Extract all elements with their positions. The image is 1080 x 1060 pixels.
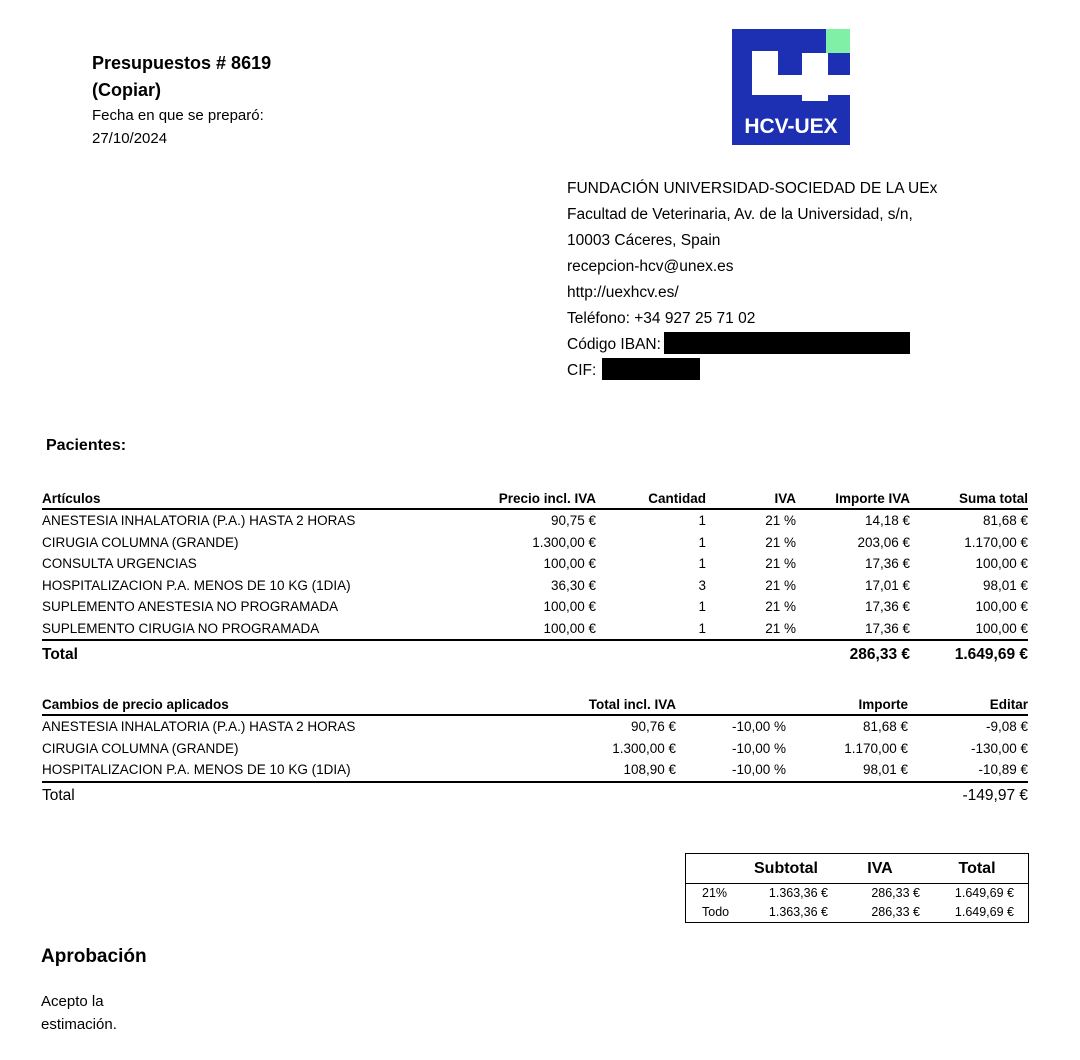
change-item: CIRUGIA COLUMNA (GRANDE) — [42, 740, 239, 756]
logo-text: HCV-UEX — [744, 115, 838, 138]
item-iva: 21 % — [765, 577, 796, 593]
prepared-date: 27/10/2024 — [92, 130, 168, 147]
item-iva: 21 % — [765, 599, 796, 615]
col-cambios: Cambios de precio aplicados — [42, 697, 229, 712]
items-total-row — [42, 640, 1028, 668]
item-price: 90,75 € — [550, 513, 596, 529]
table-row — [42, 759, 1028, 782]
summary-total: 1.649,69 € — [954, 905, 1014, 919]
item-iva-amount: 14,18 € — [864, 513, 910, 529]
summary-table — [686, 854, 1028, 922]
copy-label: (Copiar) — [92, 80, 161, 100]
table-row — [42, 596, 1028, 618]
company-name: FUNDACIÓN UNIVERSIDAD-SOCIEDAD DE LA UEx — [567, 180, 938, 197]
change-total: 1.300,00 € — [612, 740, 676, 756]
changes-total-row — [42, 782, 1028, 810]
change-edit: -9,08 € — [985, 719, 1028, 735]
company-web[interactable]: http://uexhcv.es/ — [567, 284, 679, 301]
change-percent: -10,00 % — [731, 762, 786, 778]
items-header-row — [42, 482, 1028, 509]
company-address-1: Facultad de Veterinaria, Av. de la Universidad, s/n, — [567, 206, 913, 223]
iban-label: Código IBAN: — [567, 336, 661, 353]
item-qty: 1 — [698, 513, 706, 529]
summary-rate: 21% — [702, 886, 728, 900]
item-price: 1.300,00 € — [532, 534, 596, 550]
table-row — [42, 532, 1028, 554]
col-cantidad: Cantidad — [648, 491, 706, 506]
summary-col-subtotal: Subtotal — [738, 854, 834, 884]
col-iva: IVA — [774, 491, 796, 506]
change-percent: -10,00 % — [731, 740, 786, 756]
item-name: ANESTESIA INHALATORIA (P.A.) HASTA 2 HORAS — [42, 513, 356, 529]
patients-label: Pacientes: — [46, 437, 127, 454]
summary-row — [686, 903, 1028, 922]
summary-col-total: Total — [926, 854, 1028, 884]
company-address-2: 10003 Cáceres, Spain — [567, 232, 721, 249]
item-price: 100,00 € — [543, 599, 596, 615]
table-row — [42, 715, 1028, 738]
company-info — [567, 176, 937, 384]
item-qty: 1 — [698, 556, 706, 572]
approval-line-2: estimación. — [41, 1016, 117, 1033]
change-amount: 98,01 € — [862, 762, 908, 778]
changes-total-label: Total — [42, 787, 75, 804]
item-name: CONSULTA URGENCIAS — [42, 556, 197, 572]
summary-iva: 286,33 € — [871, 886, 920, 900]
summary-rate: Todo — [702, 905, 730, 919]
item-qty: 1 — [698, 620, 706, 636]
approval-line-1: Acepto la — [41, 993, 104, 1010]
change-amount: 81,68 € — [862, 719, 908, 735]
item-total: 81,68 € — [982, 513, 1028, 529]
col-suma-total: Suma total — [958, 491, 1028, 506]
item-iva: 21 % — [765, 513, 796, 529]
items-table — [42, 482, 1028, 668]
change-total: 90,76 € — [630, 719, 676, 735]
item-name: SUPLEMENTO ANESTESIA NO PROGRAMADA — [42, 599, 339, 615]
table-row — [42, 618, 1028, 641]
change-total: 108,90 € — [623, 762, 676, 778]
company-iban-line — [567, 332, 937, 358]
summary-total: 1.649,69 € — [954, 886, 1014, 900]
iban-redaction — [664, 332, 910, 354]
items-total-sum: 1.649,69 € — [954, 645, 1028, 663]
item-name: CIRUGIA COLUMNA (GRANDE) — [42, 534, 239, 550]
item-name: SUPLEMENTO CIRUGIA NO PROGRAMADA — [42, 620, 320, 636]
prepared-block — [92, 104, 264, 150]
item-qty: 3 — [698, 577, 706, 593]
logo-green-square — [826, 29, 850, 53]
cif-label: CIF: — [567, 362, 597, 379]
table-row — [42, 553, 1028, 575]
item-iva-amount: 17,36 € — [864, 556, 910, 572]
change-edit: -10,89 € — [978, 762, 1028, 778]
summary-subtotal: 1.363,36 € — [768, 886, 828, 900]
summary-box — [685, 853, 1029, 923]
col-total-incl-iva: Total incl. IVA — [588, 697, 676, 712]
changes-total-value: -149,97 € — [962, 787, 1028, 804]
item-price: 100,00 € — [543, 620, 596, 636]
item-price: 100,00 € — [543, 556, 596, 572]
col-articulos: Artículos — [42, 491, 101, 506]
document-title-block — [92, 50, 271, 104]
item-total: 100,00 € — [975, 620, 1028, 636]
price-changes-table — [42, 688, 1028, 810]
table-row — [42, 575, 1028, 597]
approval-text — [41, 990, 117, 1036]
items-total-label: Total — [42, 645, 78, 663]
change-item: HOSPITALIZACION P.A. MENOS DE 10 KG (1DIA) — [42, 762, 351, 778]
changes-header-row — [42, 688, 1028, 715]
col-editar: Editar — [989, 697, 1028, 712]
change-item: ANESTESIA INHALATORIA (P.A.) HASTA 2 HORAS — [42, 719, 356, 735]
item-total: 100,00 € — [975, 556, 1028, 572]
table-row — [42, 509, 1028, 532]
summary-col-rate — [686, 854, 738, 884]
item-iva-amount: 203,06 € — [857, 534, 910, 550]
col-discount — [676, 688, 786, 715]
change-percent: -10,00 % — [731, 719, 786, 735]
document-title: Presupuestos # 8619 — [92, 53, 272, 73]
approval-heading: Aprobación — [41, 946, 147, 967]
company-cif-line — [567, 358, 937, 384]
item-iva-amount: 17,01 € — [864, 577, 910, 593]
item-total: 100,00 € — [975, 599, 1028, 615]
item-qty: 1 — [698, 599, 706, 615]
col-precio: Precio incl. IVA — [498, 491, 596, 506]
items-total-iva: 286,33 € — [849, 645, 910, 663]
cif-redaction — [602, 358, 700, 380]
change-edit: -130,00 € — [970, 740, 1028, 756]
summary-header-row — [686, 854, 1028, 884]
summary-subtotal: 1.363,36 € — [768, 905, 828, 919]
col-importe: Importe — [858, 697, 908, 712]
summary-iva: 286,33 € — [871, 905, 920, 919]
summary-col-iva: IVA — [834, 854, 926, 884]
col-importe-iva: Importe IVA — [835, 491, 910, 506]
company-email[interactable]: recepcion-hcv@unex.es — [567, 258, 734, 275]
item-total: 98,01 € — [982, 577, 1028, 593]
item-total: 1.170,00 € — [964, 534, 1028, 550]
prepared-label: Fecha en que se preparó: — [92, 107, 264, 124]
item-iva: 21 % — [765, 556, 796, 572]
company-phone: Teléfono: +34 927 25 71 02 — [567, 310, 756, 327]
summary-row — [686, 884, 1028, 904]
table-row — [42, 738, 1028, 760]
item-iva: 21 % — [765, 620, 796, 636]
item-name: HOSPITALIZACION P.A. MENOS DE 10 KG (1DIA) — [42, 577, 351, 593]
item-iva: 21 % — [765, 534, 796, 550]
hcv-uex-logo — [732, 29, 850, 145]
item-iva-amount: 17,36 € — [864, 620, 910, 636]
item-iva-amount: 17,36 € — [864, 599, 910, 615]
change-amount: 1.170,00 € — [844, 740, 908, 756]
item-qty: 1 — [698, 534, 706, 550]
item-price: 36,30 € — [550, 577, 596, 593]
